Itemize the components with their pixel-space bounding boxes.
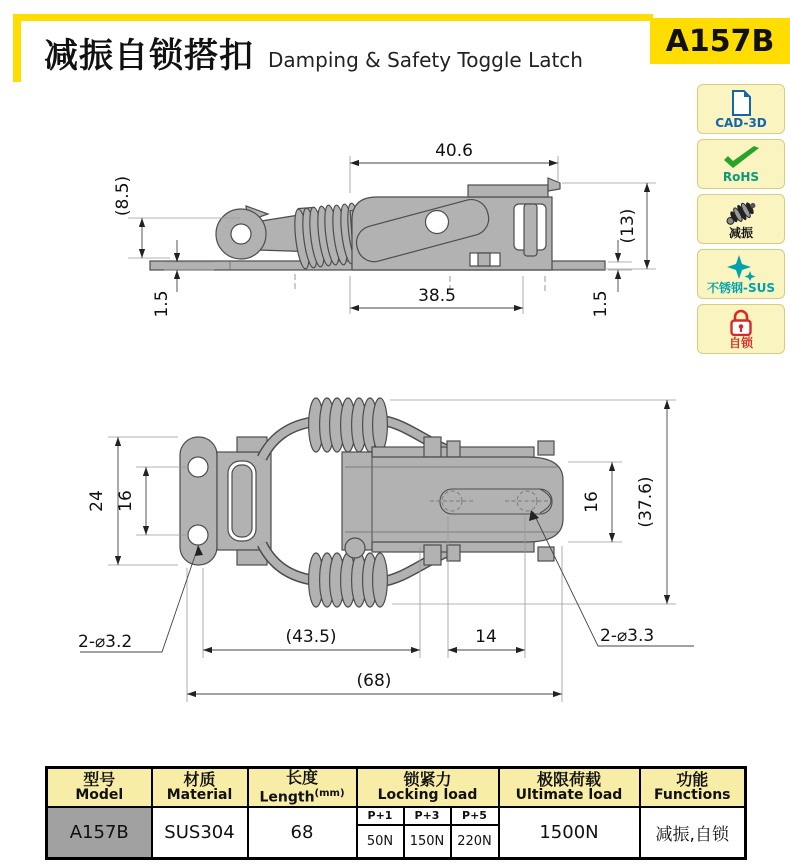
cell-model: A157B — [47, 807, 152, 859]
col-header-model — [47, 768, 152, 807]
header-material-zh: 材质 — [183, 770, 216, 790]
dim-plate-thk-right: 1.5 — [591, 290, 611, 318]
dim-body-height: (13) — [618, 208, 638, 244]
header-locking-en: Locking load — [377, 787, 478, 804]
header-functions-zh: 功能 — [676, 770, 709, 790]
page-title — [44, 28, 583, 77]
cell-locking-load-1: 50N — [357, 825, 404, 859]
dim-base-length: 38.5 — [418, 286, 456, 306]
dim-slot-height: 16 — [582, 491, 602, 513]
badge-label: 减振 — [728, 225, 753, 240]
header-model-en: Model — [75, 787, 124, 804]
dim-plate-thk-left: 1.5 — [152, 290, 172, 318]
cell-functions: 减振,自锁 — [640, 807, 746, 859]
header-length-unit: (mm) — [314, 788, 345, 799]
dim-overall-top: 40.6 — [435, 141, 473, 161]
label-left-holes: 2-⌀3.2 — [78, 632, 133, 652]
col-header-functions — [640, 768, 746, 807]
badge-label: 自锁 — [728, 336, 753, 350]
header-ultimate-en: Ultimate load — [515, 787, 623, 804]
cell-ultimate: 1500N — [499, 807, 640, 859]
dim-end-height: (8.5) — [113, 175, 133, 217]
table-row — [47, 807, 746, 825]
cell-locking-cond-1: P+1 — [357, 807, 404, 825]
header-model-zh: 型号 — [83, 770, 116, 790]
header-ultimate-zh: 极限荷载 — [536, 770, 601, 790]
badge-label: CAD-3D — [715, 115, 767, 130]
dim-overall-length: (68) — [356, 671, 392, 691]
side-view-drawing — [0, 130, 790, 340]
badge-label: RoHS — [722, 169, 760, 184]
cell-material: SUS304 — [152, 807, 248, 859]
col-header-length — [248, 768, 357, 807]
cell-locking-cond-3: P+5 — [451, 807, 499, 825]
header-material-en: Material — [166, 787, 233, 804]
dim-hole-to-end: 14 — [475, 627, 497, 647]
label-right-holes: 2-⌀3.3 — [600, 626, 655, 646]
col-header-locking — [357, 768, 499, 807]
title-chinese: 减振自锁搭扣 — [44, 36, 254, 76]
cad-document-icon — [728, 90, 754, 116]
header-locking-zh: 锁紧力 — [403, 770, 452, 790]
dim-hole-pitch: 16 — [116, 490, 136, 512]
title-english: Damping & Safety Toggle Latch — [268, 48, 583, 72]
header-length-en: Length$^{(mm)}$ — [259, 788, 345, 806]
model-number-badge: A157B — [650, 18, 790, 64]
spec-table — [45, 766, 747, 860]
col-header-ultimate — [499, 768, 640, 807]
cell-locking-load-3: 220N — [451, 825, 499, 859]
cell-length: 68 — [248, 807, 357, 859]
cell-locking-cond-2: P+3 — [404, 807, 451, 825]
dim-plate-width: 24 — [87, 490, 107, 512]
top-view-drawing — [0, 380, 790, 710]
header-length-zh: 长度 — [285, 768, 318, 787]
badge-label: 不锈钢-SUS — [706, 280, 775, 295]
latch-side-body — [150, 178, 605, 292]
cell-locking-load-2: 150N — [404, 825, 451, 859]
dim-overall-width: (37.6) — [636, 476, 656, 528]
latch-top-body — [180, 398, 563, 607]
badge-cad-3d[interactable] — [697, 84, 785, 134]
header-accent-bar — [13, 14, 653, 21]
header-accent-side — [13, 14, 21, 82]
dim-center-dist: (43.5) — [285, 627, 337, 647]
header-functions-en: Functions — [653, 787, 731, 804]
col-header-material — [152, 768, 248, 807]
